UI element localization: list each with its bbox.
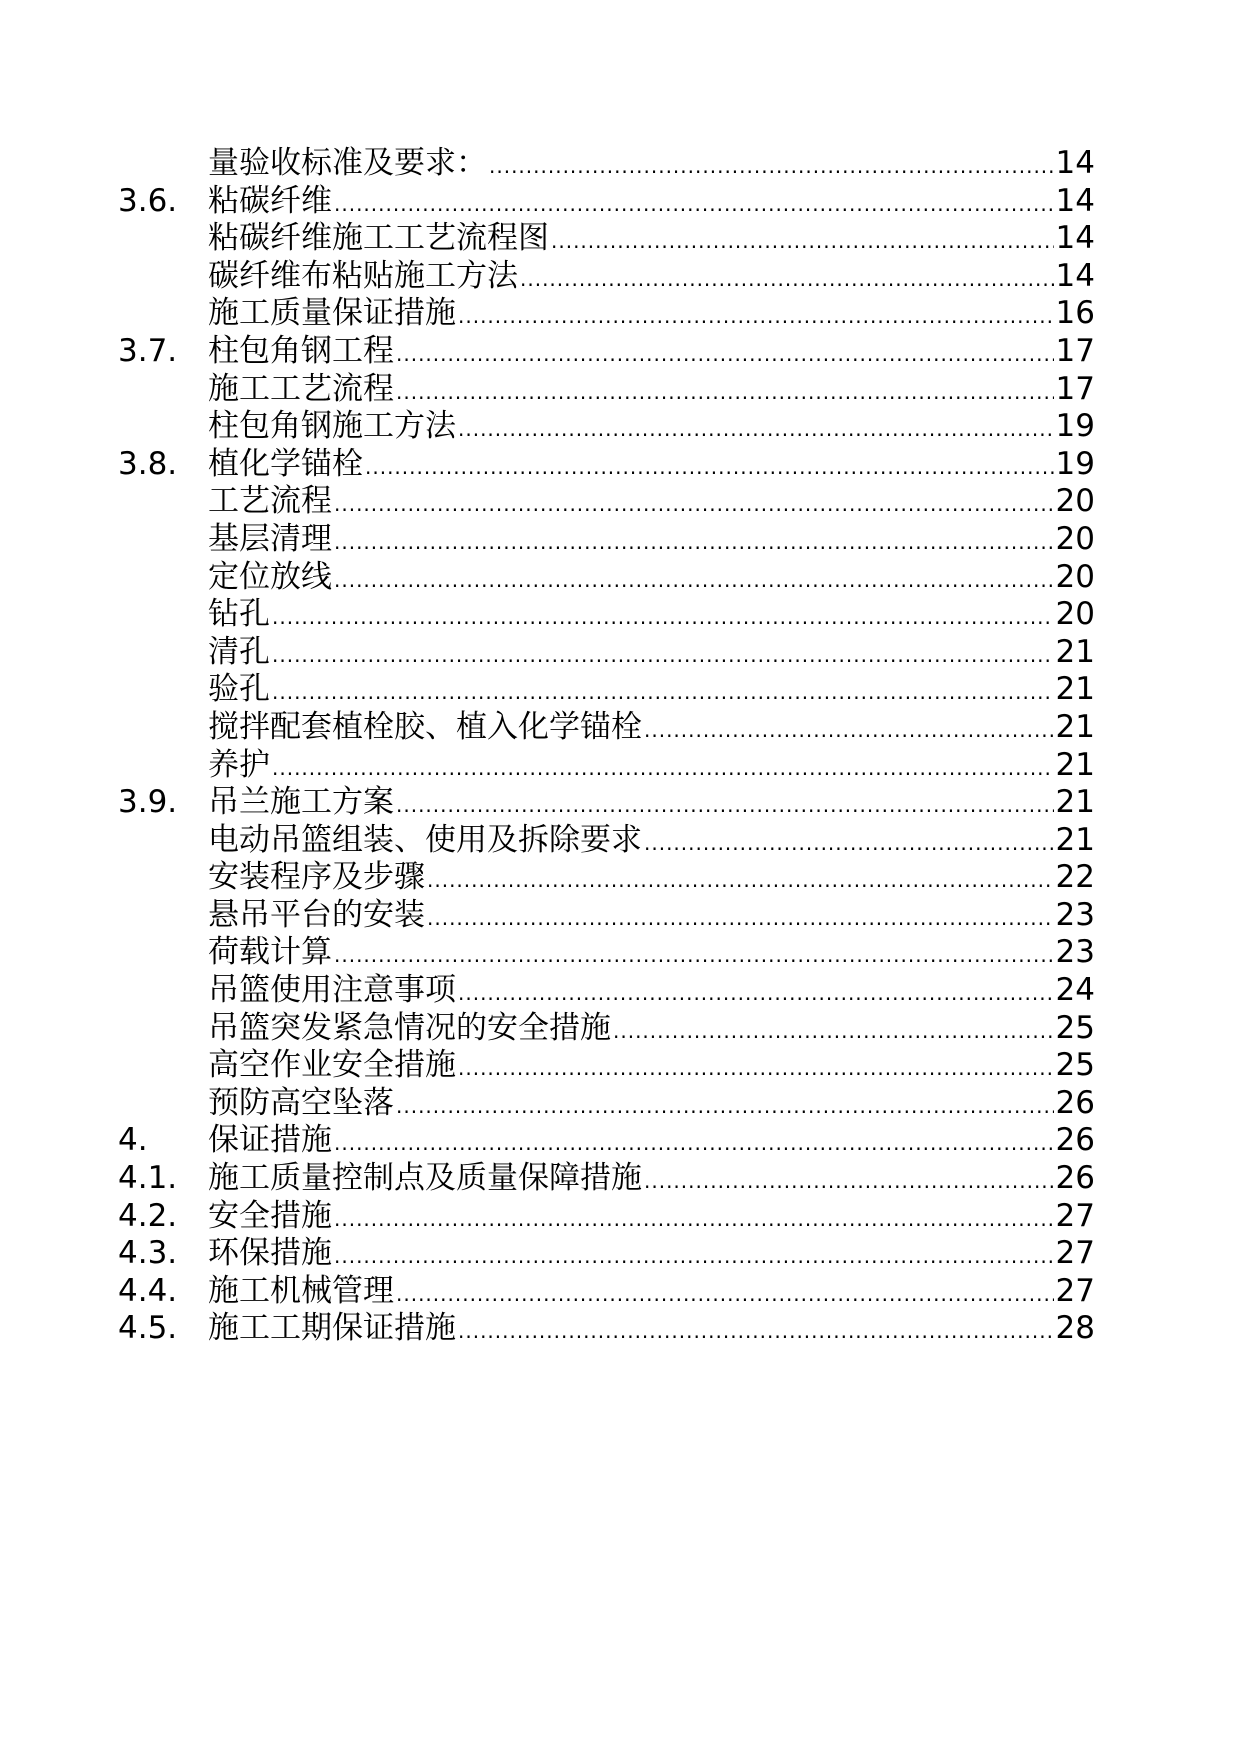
toc-entry-title: 养护 — [208, 746, 270, 783]
toc-entry-title: 粘碳纤维 — [208, 182, 332, 219]
toc-entry-title: 吊兰施工方案 — [208, 784, 394, 821]
toc-entry-page-number: 17 — [1055, 370, 1095, 407]
toc-dot-leader — [396, 787, 1054, 825]
toc-entry-title: 施工质量保证措施 — [208, 295, 456, 332]
toc-entry-title: 量验收标准及要求： — [208, 145, 487, 181]
toc-dot-leader — [396, 1276, 1054, 1314]
toc-entry[interactable] — [118, 634, 1095, 672]
toc-entry-page-number: 24 — [1055, 972, 1095, 1009]
toc-entry[interactable] — [118, 333, 1095, 371]
toc-entry-title: 施工工期保证措施 — [208, 1310, 456, 1347]
toc-entry[interactable] — [118, 784, 1095, 822]
toc-dot-leader — [427, 900, 1054, 938]
toc-entry[interactable] — [118, 1310, 1095, 1348]
toc-entry[interactable] — [118, 408, 1095, 446]
toc-entry-number: 3.7. — [118, 332, 178, 369]
toc-dot-leader — [644, 712, 1054, 750]
toc-entry-title: 施工机械管理 — [208, 1272, 394, 1309]
toc-entry[interactable] — [118, 747, 1095, 785]
toc-entry-title: 植化学锚栓 — [208, 445, 363, 482]
toc-entry-title: 预防高空坠落 — [208, 1084, 394, 1121]
toc-dot-leader — [520, 261, 1054, 299]
toc-dot-leader — [644, 1163, 1054, 1201]
toc-entry-page-number: 19 — [1055, 445, 1095, 482]
toc-dot-leader — [458, 1050, 1054, 1088]
toc-entry[interactable] — [118, 258, 1095, 296]
toc-dot-leader — [396, 1088, 1054, 1126]
toc-entry-title: 搅拌配套植栓胶、植入化学锚栓 — [208, 708, 642, 745]
toc-entry[interactable] — [118, 709, 1095, 747]
toc-entry-title: 验孔 — [208, 671, 270, 708]
toc-entry[interactable] — [118, 1122, 1095, 1160]
toc-entry[interactable] — [118, 295, 1095, 333]
toc-entry-page-number: 25 — [1055, 1047, 1095, 1084]
toc-entry-title: 安装程序及步骤 — [208, 859, 425, 896]
toc-entry-number: 3.9. — [118, 784, 178, 821]
toc-entry-page-number: 14 — [1055, 182, 1095, 219]
toc-entry-number: 4. — [118, 1122, 148, 1159]
toc-entry-number: 4.1. — [118, 1160, 178, 1197]
toc-dot-leader — [334, 562, 1054, 600]
toc-entry-page-number: 19 — [1055, 408, 1095, 445]
toc-entry[interactable] — [118, 371, 1095, 409]
toc-entry-title: 施工质量控制点及质量保障措施 — [208, 1160, 642, 1197]
toc-entry-title: 定位放线 — [208, 558, 332, 595]
toc-entry-page-number: 27 — [1055, 1197, 1095, 1234]
toc-entry-title: 工艺流程 — [208, 483, 332, 520]
toc-entry[interactable] — [118, 1198, 1095, 1236]
toc-entry-title: 吊篮使用注意事项 — [208, 972, 456, 1009]
table-of-contents — [118, 145, 1095, 1348]
toc-entry[interactable] — [118, 1160, 1095, 1198]
toc-entry[interactable] — [118, 145, 1095, 183]
toc-entry[interactable] — [118, 934, 1095, 972]
toc-entry-title: 粘碳纤维施工工艺流程图 — [208, 220, 549, 257]
toc-entry-number: 4.3. — [118, 1235, 178, 1272]
toc-entry-page-number: 26 — [1055, 1084, 1095, 1121]
toc-entry[interactable] — [118, 446, 1095, 484]
toc-entry[interactable] — [118, 1010, 1095, 1048]
toc-entry-page-number: 27 — [1055, 1235, 1095, 1272]
toc-entry-page-number: 22 — [1055, 859, 1095, 896]
toc-entry[interactable] — [118, 972, 1095, 1010]
toc-entry-page-number: 20 — [1055, 558, 1095, 595]
toc-entry[interactable] — [118, 521, 1095, 559]
toc-entry-page-number: 20 — [1055, 483, 1095, 520]
toc-entry-title: 高空作业安全措施 — [208, 1047, 456, 1084]
toc-entry-page-number: 21 — [1055, 784, 1095, 821]
toc-entry[interactable] — [118, 822, 1095, 860]
toc-entry[interactable] — [118, 220, 1095, 258]
toc-dot-leader — [272, 637, 1054, 675]
toc-entry-title: 柱包角钢工程 — [208, 332, 394, 369]
toc-entry-title: 碳纤维布粘贴施工方法 — [208, 257, 518, 294]
toc-entry[interactable] — [118, 1085, 1095, 1123]
toc-entry-title: 保证措施 — [208, 1122, 332, 1159]
toc-entry-page-number: 16 — [1055, 295, 1095, 332]
toc-entry-title: 清孔 — [208, 633, 270, 670]
toc-entry-page-number: 21 — [1055, 821, 1095, 858]
toc-dot-leader — [365, 449, 1054, 487]
toc-entry-page-number: 21 — [1055, 708, 1095, 745]
toc-entry-page-number: 14 — [1055, 257, 1095, 294]
toc-entry-number: 4.4. — [118, 1272, 178, 1309]
toc-entry-title: 施工工艺流程 — [208, 370, 394, 407]
toc-entry-page-number: 20 — [1055, 520, 1095, 557]
toc-dot-leader — [613, 1013, 1054, 1051]
toc-entry-page-number: 14 — [1055, 220, 1095, 257]
toc-dot-leader — [489, 148, 1054, 186]
toc-entry[interactable] — [118, 559, 1095, 597]
toc-entry[interactable] — [118, 859, 1095, 897]
toc-entry-title: 电动吊篮组装、使用及拆除要求 — [208, 821, 642, 858]
toc-entry-page-number: 26 — [1055, 1160, 1095, 1197]
toc-dot-leader — [458, 1313, 1054, 1351]
toc-dot-leader — [396, 374, 1054, 412]
toc-entry-title: 环保措施 — [208, 1235, 332, 1272]
toc-entry-page-number: 20 — [1055, 596, 1095, 633]
toc-entry-title: 基层清理 — [208, 520, 332, 557]
toc-entry[interactable] — [118, 596, 1095, 634]
toc-entry-page-number: 23 — [1055, 934, 1095, 971]
toc-dot-leader — [458, 975, 1054, 1013]
toc-dot-leader — [458, 411, 1054, 449]
toc-entry-page-number: 21 — [1055, 633, 1095, 670]
toc-entry[interactable] — [118, 183, 1095, 221]
toc-dot-leader — [551, 223, 1054, 261]
toc-entry-page-number: 21 — [1055, 671, 1095, 708]
toc-entry-title: 悬吊平台的安装 — [208, 896, 425, 933]
toc-dot-leader — [396, 336, 1054, 374]
toc-dot-leader — [334, 1201, 1054, 1239]
toc-dot-leader — [644, 825, 1054, 863]
toc-entry[interactable] — [118, 483, 1095, 521]
toc-entry-page-number: 26 — [1055, 1122, 1095, 1159]
toc-entry-page-number: 25 — [1055, 1009, 1095, 1046]
toc-entry-page-number: 23 — [1055, 896, 1095, 933]
toc-dot-leader — [334, 1125, 1054, 1163]
toc-entry-number: 3.8. — [118, 445, 178, 482]
toc-entry[interactable] — [118, 897, 1095, 935]
toc-entry-page-number: 21 — [1055, 746, 1095, 783]
toc-dot-leader — [334, 186, 1054, 224]
toc-dot-leader — [334, 937, 1054, 975]
toc-dot-leader — [334, 524, 1054, 562]
toc-entry[interactable] — [118, 1273, 1095, 1311]
toc-entry-page-number: 27 — [1055, 1272, 1095, 1309]
toc-dot-leader — [272, 674, 1054, 712]
toc-entry-number: 3.6. — [118, 182, 178, 219]
toc-entry[interactable] — [118, 1235, 1095, 1273]
toc-entry-number: 4.2. — [118, 1197, 178, 1234]
toc-dot-leader — [272, 750, 1054, 788]
toc-dot-leader — [458, 298, 1054, 336]
toc-entry-number: 4.5. — [118, 1310, 178, 1347]
toc-dot-leader — [334, 1238, 1054, 1276]
toc-entry-page-number: 14 — [1055, 145, 1095, 181]
toc-dot-leader — [334, 486, 1054, 524]
toc-entry-title: 柱包角钢施工方法 — [208, 408, 456, 445]
toc-entry-title: 钻孔 — [208, 596, 270, 633]
toc-entry-title: 荷载计算 — [208, 934, 332, 971]
toc-entry-title: 吊篮突发紧急情况的安全措施 — [208, 1009, 611, 1046]
toc-entry-title: 安全措施 — [208, 1197, 332, 1234]
toc-entry[interactable] — [118, 671, 1095, 709]
toc-dot-leader — [427, 862, 1054, 900]
toc-entry[interactable] — [118, 1047, 1095, 1085]
toc-entry-page-number: 28 — [1055, 1310, 1095, 1347]
toc-dot-leader — [272, 599, 1054, 637]
toc-entry-page-number: 17 — [1055, 332, 1095, 369]
